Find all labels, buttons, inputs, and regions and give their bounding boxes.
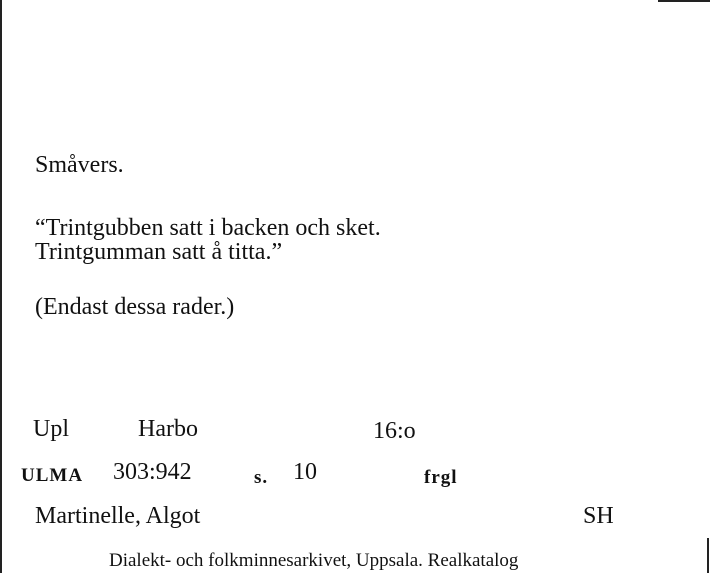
page-label: s. <box>254 467 269 488</box>
card-border-left <box>0 0 2 573</box>
province-field: Upl <box>33 416 69 442</box>
initials-field: SH <box>583 503 614 529</box>
card-border-right <box>707 538 709 573</box>
card-note: (Endast dessa rader.) <box>35 294 235 320</box>
card-border-top <box>658 0 710 2</box>
archive-label: ULMA <box>21 465 84 486</box>
code-field: 16:o <box>373 418 416 444</box>
collector-name: Martinelle, Algot <box>35 503 201 529</box>
record-number: 303:942 <box>113 459 192 485</box>
archive-footer: Dialekt- och folkminnesarkivet, Uppsala. Realkatalog <box>109 550 519 571</box>
category-field: frgl <box>424 467 458 488</box>
page-number: 10 <box>293 459 317 485</box>
verse-line-2: Trintgumman satt å titta.” <box>35 239 283 265</box>
verse-line-1: “Trintgubben satt i backen och sket. <box>35 215 381 241</box>
parish-field: Harbo <box>138 416 198 442</box>
card-title: Småvers. <box>35 152 124 178</box>
